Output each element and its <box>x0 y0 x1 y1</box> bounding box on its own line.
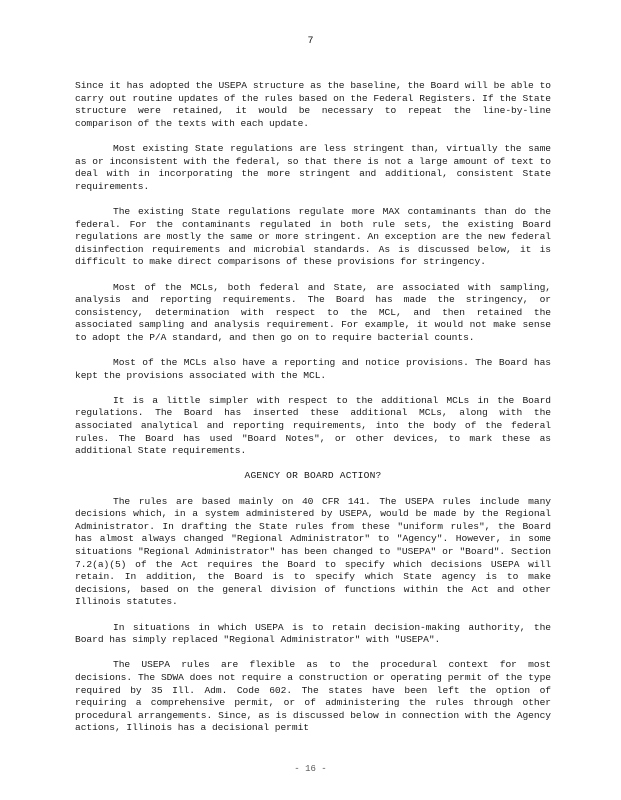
section-heading: AGENCY OR BOARD ACTION? <box>244 470 382 482</box>
paragraph-9: The USEPA rules are flexible as to the procedural context for most decisions. The SDWA does not require a construction or operating permit of the type required by 35 Ill. Adm. Code 602. The states have been left the option of requiring a comprehensive permit, or of administering the rules through other procedural arrangements. Since, as is discussed below in connection with the Agency actions, Illinois has a decisional permit <box>75 659 551 734</box>
paragraph-3: The existing State regulations regulate more MAX contaminants than do the federal. For the contaminants regulated in both rule sets, the existing Board regulations are mostly the same or more stringent. An exception are the new federal disinfection requirements and microbial standards. As is discussed below, it is difficult to make direct comparisons of these provisions for stringency. <box>75 205 551 268</box>
paragraph-7: The rules are based mainly on 40 CFR 141. The USEPA rules include many decisions which, in a system administered by USEPA, would be made by the Regional Administrator. In drafting the State rules from these "uniform rules", the Board has almost always changed "Regional Administrator" to "Agency". However, in some situations "Regional Administrator" has been changed to "USEPA" or "Board". Section 7.2(a)(5) of the Act requires the Board to specify which decisions USEPA will retain. In addition, the Board is to specify which State agency is to make decisions, based on the general division of functions within the Act and other Illinois statutes. <box>75 495 551 608</box>
paragraph-5: Most of the MCLs also have a reporting and notice provisions. The Board has kept the provisions associated with the MCL. <box>75 357 551 381</box>
paragraph-6: It is a little simpler with respect to the additional MCLs in the Board regulations. The Board has inserted these additional MCLs, along with the associated analytical and reporting requirements, into the body of the federal rules. The Board has used "Board Notes", or other devices, to mark these as additional State requirements. <box>75 394 551 457</box>
paragraph-8: In situations in which USEPA is to retain decision-making authority, the Board has simply replaced "Regional Administrator" with "USEPA". <box>75 621 551 646</box>
body-text <box>75 80 551 747</box>
paragraph-2: Most existing State regulations are less stringent than, virtually the same as or inconsistent with the federal, so that there is not a large amount of text to deal with in incorporating the more stringent and additional, consistent State requirements. <box>75 142 551 192</box>
page-number: 7 <box>307 36 314 47</box>
page-footer: - 16 - <box>294 764 327 774</box>
paragraph-1: Since it has adopted the USEPA structure as the baseline, the Board will be able to carry out routine updates of the rules based on the Federal Registers. If the State structure were retained, it would be necessary to repeat the line-by-line comparison of the texts with each update. <box>75 80 551 129</box>
paragraph-4: Most of the MCLs, both federal and State, are associated with sampling, analysis and reporting requirements. The Board has made the stringency, or consistency, determination with respect to the MCL, and then retained the associated sampling and analysis requirement. For example, it would not make sense to adopt the P/A standard, and then go on to require bacterial counts. <box>75 281 551 343</box>
